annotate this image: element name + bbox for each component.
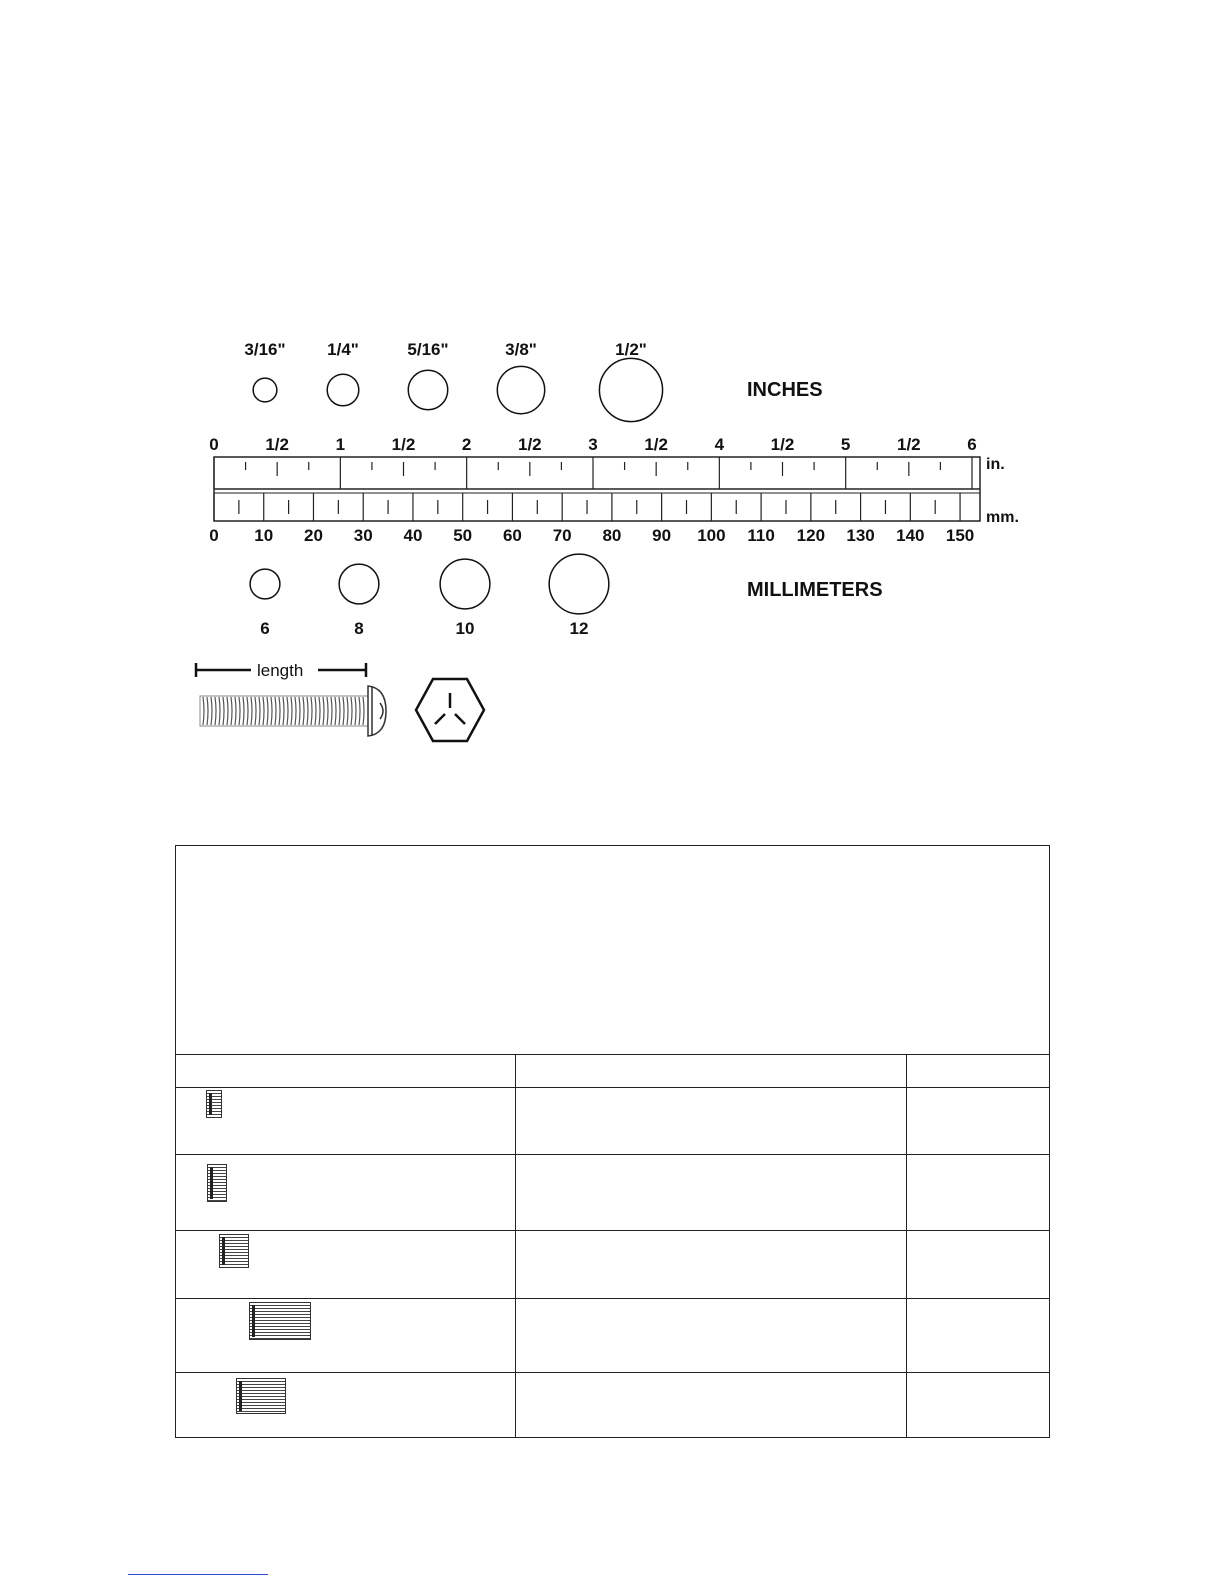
mm-tick-label: 100 bbox=[697, 526, 726, 545]
mm-size-circle bbox=[440, 559, 490, 609]
inch-size-label: 5/16" bbox=[407, 340, 449, 359]
inch-size-label: 3/8" bbox=[505, 340, 537, 359]
inch-size-circle bbox=[253, 378, 277, 402]
inch-circles bbox=[244, 340, 662, 422]
length-indicator bbox=[196, 661, 366, 680]
mm-tick-label: 90 bbox=[652, 526, 672, 545]
mm-tick-label: 70 bbox=[552, 526, 572, 545]
inch-labels bbox=[209, 435, 976, 454]
mm-tick-label: 60 bbox=[502, 526, 522, 545]
table-row bbox=[176, 1373, 1049, 1438]
table-header-area bbox=[176, 846, 1049, 1055]
part-thumbnail bbox=[219, 1234, 249, 1268]
inch-tick-label: 1/2 bbox=[265, 435, 289, 454]
mm-tick-label: 20 bbox=[304, 526, 323, 545]
ruler bbox=[209, 435, 1019, 545]
table-row bbox=[176, 1155, 1049, 1231]
part-thumbnail bbox=[236, 1378, 286, 1414]
mm-tick-label: 10 bbox=[254, 526, 274, 545]
mm-size-label: 10 bbox=[455, 619, 475, 638]
inch-tick-label: 2 bbox=[461, 435, 472, 454]
inches-title: INCHES bbox=[747, 379, 823, 401]
mm-tick-label: 30 bbox=[353, 526, 373, 545]
mm-tick-label: 150 bbox=[945, 526, 975, 545]
part-thumbnail bbox=[207, 1164, 227, 1202]
mm-size-label: 6 bbox=[260, 619, 270, 638]
inch-size-circle bbox=[599, 358, 662, 421]
mm-tick-label: 130 bbox=[846, 526, 875, 545]
inch-tick-label: 1/2 bbox=[391, 435, 416, 454]
inch-size-label: 1/4" bbox=[327, 340, 359, 359]
mm-circles bbox=[250, 554, 609, 638]
mm-tick-label: 50 bbox=[453, 526, 473, 545]
inch-size-circle bbox=[408, 370, 447, 409]
inch-tick-label: 0 bbox=[209, 435, 219, 454]
mm-size-label: 8 bbox=[354, 619, 364, 638]
inch-size-label: 1/2" bbox=[615, 340, 647, 359]
inch-size-label: 3/16" bbox=[244, 340, 286, 359]
part-thumbnail bbox=[206, 1090, 222, 1118]
inch-tick-label: 1/2 bbox=[897, 435, 921, 454]
inch-size-circle bbox=[497, 366, 544, 413]
inch-tick-label: 5 bbox=[840, 435, 851, 454]
inch-tick-label: 1/2 bbox=[644, 435, 668, 454]
mm-size-circle bbox=[339, 564, 379, 604]
hex-socket-icon bbox=[416, 679, 484, 741]
mm-labels bbox=[209, 526, 974, 545]
inch-unit-label: in. bbox=[986, 456, 1005, 473]
inch-tick-label: 1 bbox=[335, 435, 346, 454]
mm-tick-label: 120 bbox=[796, 526, 826, 545]
inch-tick-label: 1/2 bbox=[770, 435, 795, 454]
mm-ticks bbox=[214, 493, 960, 521]
inch-ticks bbox=[214, 457, 972, 489]
length-label: length bbox=[257, 661, 304, 680]
part-thumbnail bbox=[249, 1302, 311, 1340]
millimeters-title: MILLIMETERS bbox=[747, 579, 883, 601]
table-column-header-row bbox=[176, 1055, 1049, 1088]
table-row bbox=[176, 1299, 1049, 1373]
mm-tick-label: 0 bbox=[209, 526, 219, 545]
table-row bbox=[176, 1231, 1049, 1299]
footer-link-underline[interactable] bbox=[128, 1574, 268, 1575]
mm-size-label: 12 bbox=[569, 619, 589, 638]
inch-size-circle bbox=[327, 374, 359, 406]
inch-tick-label: 1/2 bbox=[518, 435, 542, 454]
mm-unit-label: mm. bbox=[986, 509, 1019, 526]
mm-tick-label: 80 bbox=[602, 526, 622, 545]
table-row bbox=[176, 1088, 1049, 1155]
mm-tick-label: 110 bbox=[747, 526, 775, 545]
mm-tick-label: 140 bbox=[896, 526, 925, 545]
mm-tick-label: 40 bbox=[403, 526, 423, 545]
inch-tick-label: 6 bbox=[967, 435, 977, 454]
bolt-icon bbox=[200, 686, 386, 736]
mm-size-circle bbox=[549, 554, 609, 614]
inch-tick-label: 3 bbox=[588, 435, 598, 454]
mm-size-circle bbox=[250, 569, 280, 599]
inch-tick-label: 4 bbox=[714, 435, 725, 454]
parts-table bbox=[175, 845, 1050, 1438]
